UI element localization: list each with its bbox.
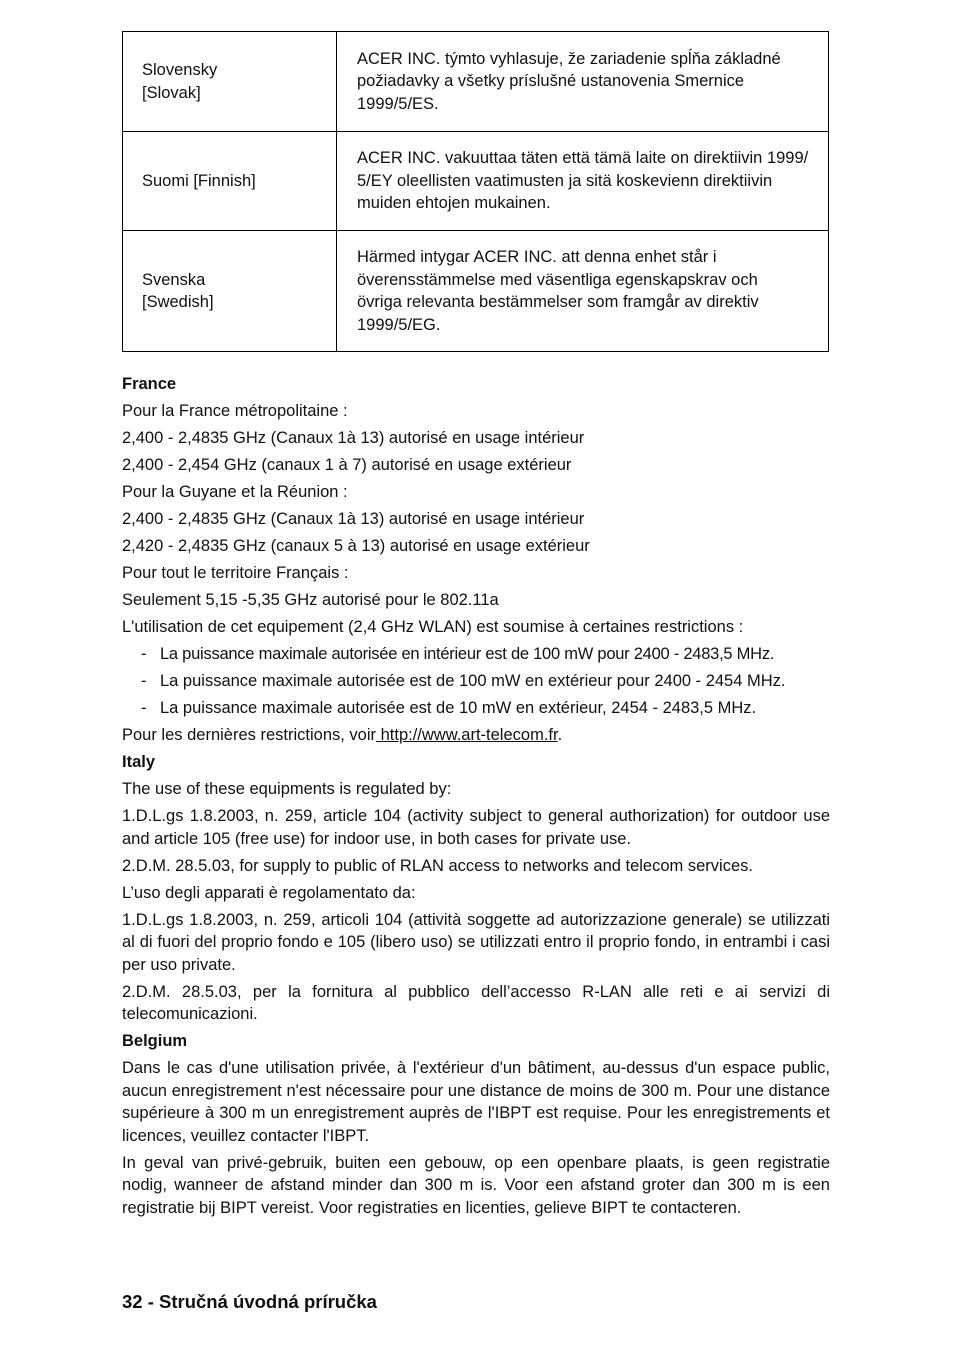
france-restrictions-line xyxy=(122,724,830,747)
france-line: 2,400 - 2,454 GHz (canaux 1 à 7) autorisé en usage extérieur xyxy=(122,456,572,474)
italy-paragraph: 2.D.M. 28.5.03, per la fornitura al pubblico dell’accesso R-LAN alle reti e ai servizi di telecomunicazioni. xyxy=(122,982,830,1023)
italy-paragraph: 1.D.L.gs 1.8.2003, n. 259, articoli 104 (attività soggette ad autorizzazione generale) se utilizzati al di fuori del proprio fondo e 105 (libero uso) se utilizzati entro il proprio fondo, in entrambi i casi per uso private. xyxy=(122,910,830,974)
art-telecom-link[interactable]: http://www.art-telecom.fr xyxy=(376,726,558,744)
france-line: 2,400 - 2,4835 GHz (Canaux 1à 13) autorisé en usage intérieur xyxy=(122,429,585,447)
language-cell: Slovensky [Slovak] xyxy=(123,32,337,132)
regulatory-content xyxy=(122,373,830,1224)
france-line: 2,420 - 2,4835 GHz (canaux 5 à 13) autorisé en usage extérieur xyxy=(122,537,590,555)
table-row xyxy=(123,231,829,352)
declaration-cell: ACER INC. týmto vyhlasuje, že zariadenie spĺňa základné požiadavky a všetky príslušné ustanovenia Smernice 1999/5/ES. xyxy=(337,32,829,132)
belgium-paragraph: In geval van privé-gebruik, buiten een gebouw, op een openbare plaats, is geen registratie nodig, wanneer de afstand minder dan 300 m is. Voor een afstand groter dan 300 m is een registratie bij BIPT vereist. Voor registraties en licenties, gelieve BIPT te contacteren. xyxy=(122,1153,830,1217)
language-cell: Svenska [Swedish] xyxy=(123,231,337,352)
bullet-text: La puissance maximale autorisée est de 10 mW en extérieur, 2454 - 2483,5 MHz. xyxy=(160,699,757,717)
declaration-cell: ACER INC. vakuuttaa täten että tämä laite on direktiivin 1999/ 5/EY oleellisten vaatimusten ja sitä koskevienn direktiivin muiden ehtojen mukainen. xyxy=(337,132,829,231)
france-line: Pour la Guyane et la Réunion : xyxy=(122,483,348,501)
list-item: - La puissance maximale autorisée en intérieur est de 100 mW pour 2400 - 2483,5 MHz. xyxy=(141,645,775,663)
italy-paragraph: 1.D.L.gs 1.8.2003, n. 259, article 104 (activity subject to general authorization) for outdoor use and article 105 (free use) for indoor use, in both cases for private use. xyxy=(122,807,830,848)
table-row xyxy=(123,132,829,231)
france-line: L'utilisation de cet equipement (2,4 GHz WLAN) est soumise à certaines restrictions : xyxy=(122,618,744,636)
france-line: Pour la France métropolitaine : xyxy=(122,402,348,420)
section-heading-belgium: Belgium xyxy=(122,1032,188,1050)
language-cell: Suomi [Finnish] xyxy=(123,132,337,231)
declaration-cell: Härmed intygar ACER INC. att denna enhet står i överensstämmelse med väsentliga egenskapskrav och övriga relevanta bestämmelser som framgår av direktiv 1999/5/EG. xyxy=(337,231,829,352)
bullet-text: La puissance maximale autorisée est de 100 mW en extérieur pour 2400 - 2454 MHz. xyxy=(160,672,786,690)
table-row xyxy=(123,32,829,132)
list-item: - La puissance maximale autorisée est de 100 mW en extérieur pour 2400 - 2454 MHz. xyxy=(141,672,786,690)
belgium-paragraph: Dans le cas d'une utilisation privée, à l'extérieur d'un bâtiment, au-dessus d'un espace public, aucun enregistrement n'est nécessaire pour une distance de moins de 300 m. Pour une distance supérieure à 300 m un enregistrement auprès de l'IBPT est requise. Pour les enregistrements et licences, veuillez contacter l'IBPT. xyxy=(122,1059,830,1145)
section-heading-france: France xyxy=(122,375,177,393)
france-line: Pour tout le territoire Français : xyxy=(122,564,349,582)
page-footer: 32 - Stručná úvodná príručka xyxy=(122,1291,377,1312)
list-item: - La puissance maximale autorisée est de 10 mW en extérieur, 2454 - 2483,5 MHz. xyxy=(141,699,757,717)
italy-paragraph: 2.D.M. 28.5.03, for supply to public of RLAN access to networks and telecom services. xyxy=(122,856,753,875)
france-line: Seulement 5,15 -5,35 GHz autorisé pour le 802.11a xyxy=(122,591,499,609)
france-line: 2,400 - 2,4835 GHz (Canaux 1à 13) autorisé en usage intérieur xyxy=(122,510,585,528)
italy-paragraph: L’uso degli apparati è regolamentato da: xyxy=(122,883,416,902)
section-heading-italy: Italy xyxy=(122,753,156,771)
restrictions-prefix: Pour les dernières restrictions, voir xyxy=(122,726,377,744)
bullet-text: La puissance maximale autorisée en intérieur est de 100 mW pour 2400 - 2483,5 MHz. xyxy=(160,645,775,663)
italy-paragraph: The use of these equipments is regulated by: xyxy=(122,780,452,798)
declaration-table xyxy=(122,31,829,352)
restrictions-suffix: . xyxy=(557,726,563,744)
